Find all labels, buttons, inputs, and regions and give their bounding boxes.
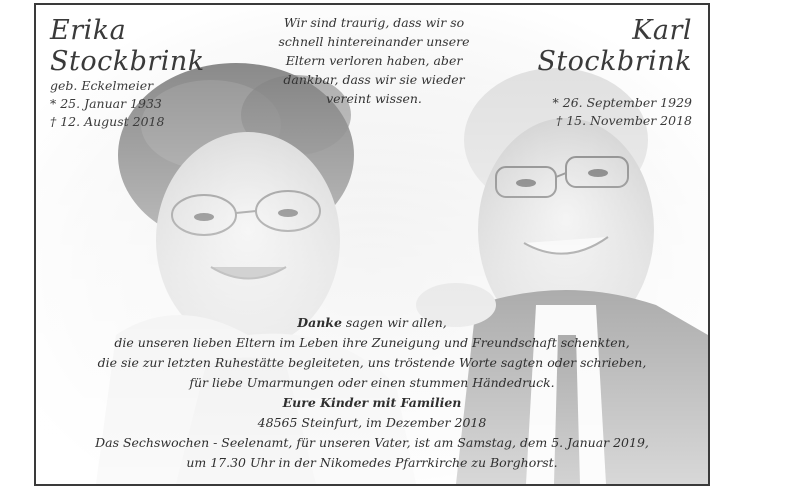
poem-line: vereint wissen.	[326, 91, 422, 106]
thanks-line: die sie zur letzten Ruhestätte begleiteten, uns tröstende Worte sagten oder schrieben,	[97, 355, 647, 370]
thanks-heading	[36, 313, 708, 333]
thanks-line: die unseren lieben Eltern im Leben ihre Zuneigung und Freundschaft schenkten,	[114, 335, 630, 350]
left-dates	[50, 77, 164, 131]
memorial-poem	[258, 13, 490, 108]
signature: Eure Kinder mit Familien	[282, 395, 462, 410]
poem-line: Eltern verloren haben, aber	[285, 53, 463, 68]
poem-line: dankbar, dass wir sie wieder	[283, 72, 465, 87]
thanks-block	[36, 313, 708, 473]
notice-line: um 17.30 Uhr in der Nikomedes Pfarrkirche zu Borghorst.	[186, 455, 558, 470]
thanks-heading-rest: sagen wir allen,	[341, 315, 447, 330]
left-name	[50, 15, 205, 77]
left-death-date: † 12. August 2018	[50, 114, 165, 129]
thanks-line: für liebe Umarmungen oder einen stummen Händedruck.	[189, 375, 555, 390]
obituary-card	[34, 3, 710, 486]
notice-line: Das Sechswochen - Seelenamt, für unseren Vater, ist am Samstag, dem 5. Januar 2019,	[95, 435, 649, 450]
left-birth-date: * 25. Januar 1933	[50, 96, 162, 111]
thanks-heading-bold: Danke	[297, 315, 342, 330]
poem-line: schnell hintereinander unsere	[278, 34, 470, 49]
right-first-name: Karl	[632, 15, 692, 46]
right-dates	[553, 94, 692, 130]
poem-line: Wir sind traurig, dass wir so	[283, 15, 465, 30]
place-date: 48565 Steinfurt, im Dezember 2018	[257, 415, 487, 430]
right-death-date: † 15. November 2018	[555, 113, 692, 128]
right-name	[537, 15, 692, 77]
right-birth-date: * 26. September 1929	[552, 95, 692, 110]
left-last-name: Stockbrink	[50, 46, 205, 77]
left-first-name: Erika	[50, 15, 127, 46]
left-maiden-name: geb. Eckelmeier	[50, 78, 154, 93]
right-last-name: Stockbrink	[537, 46, 692, 77]
